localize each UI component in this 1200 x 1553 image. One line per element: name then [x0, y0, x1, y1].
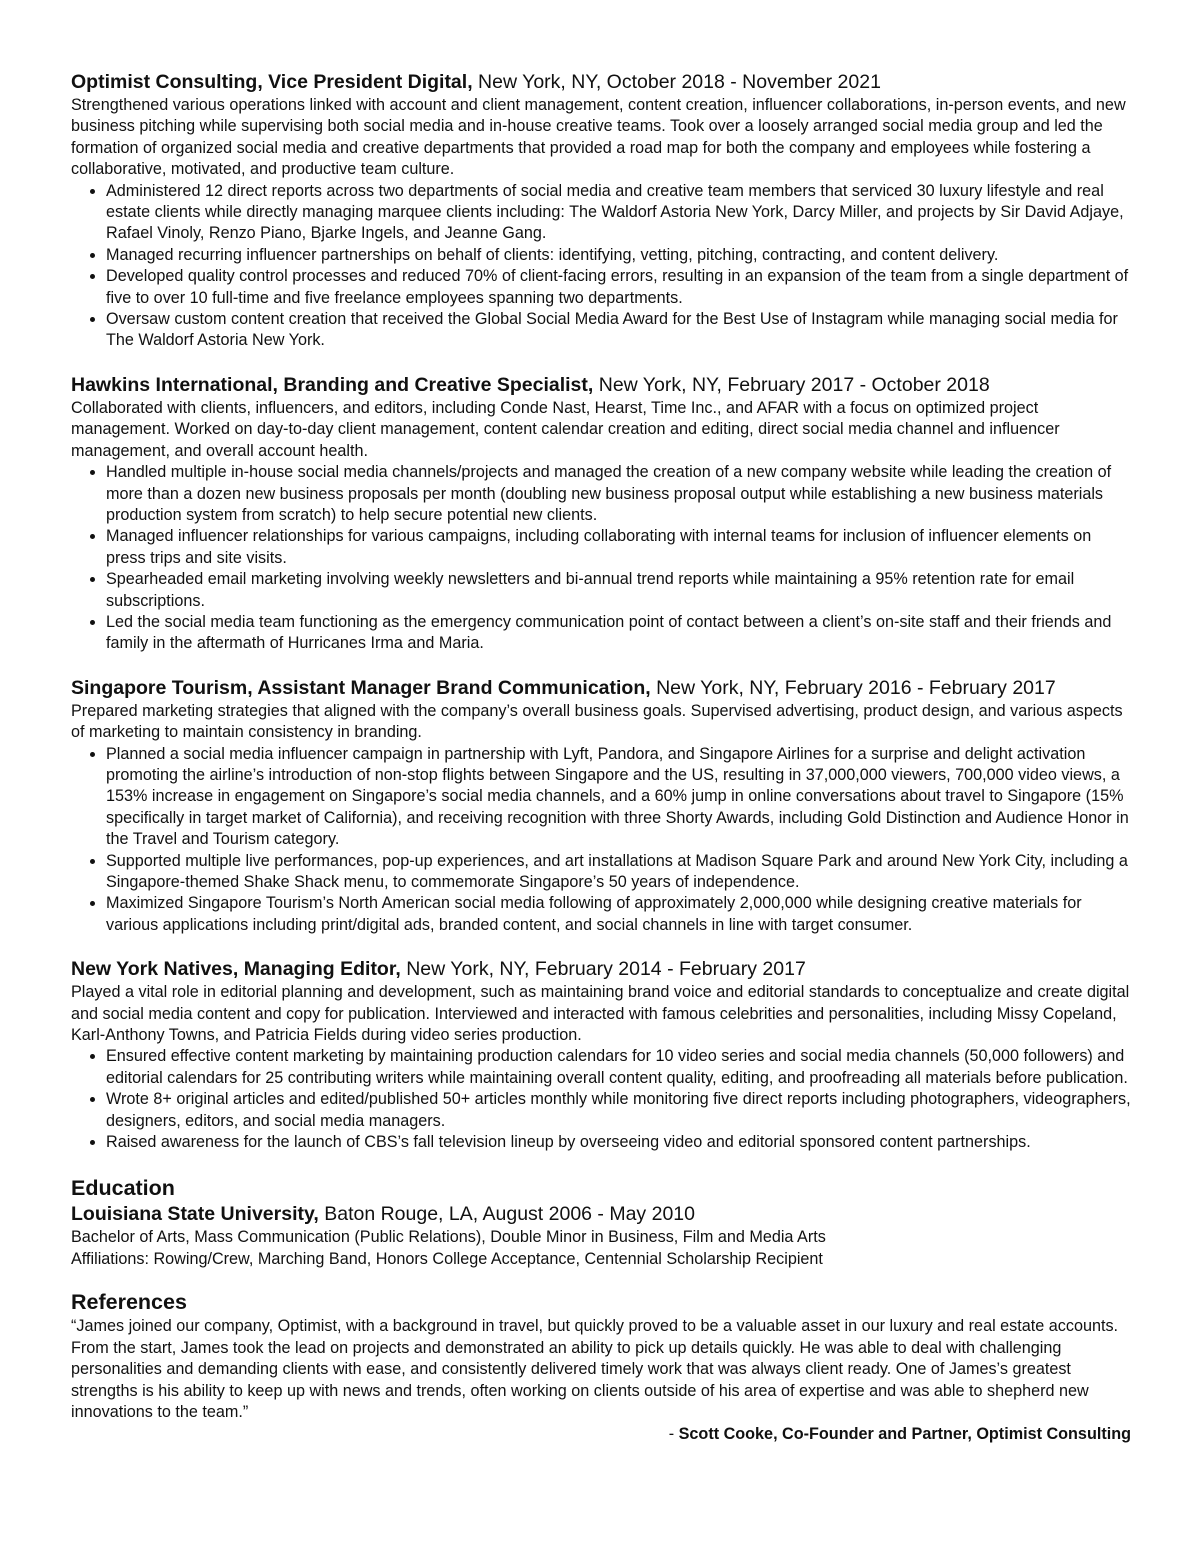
job-bullets: [71, 462, 1131, 655]
bullet-item: • Supported multiple live performances, pop-up experiences, and art installations at Madison Square Park and around New York City, including a Singapore-themed Shake Shack menu, to commemorate Singapore’s 50 years of independence.: [106, 851, 1131, 894]
bullet-item: • Managed influencer relationships for various campaigns, including collaborating with internal teams for inclusion of influencer elements on press trips and site visits.: [106, 526, 1131, 569]
job-summary: Collaborated with clients, influencers, and editors, including Conde Nast, Hearst, Time Inc., and AFAR with a focus on optimized project management. Worked on day-to-day client management, content calendar creation and editing, direct social media channel and influencer management, and overall account health.: [71, 398, 1060, 460]
bullet-item: • Led the social media team functioning as the emergency communication point of contact between a client’s on-site staff and their friends and family in the aftermath of Hurricanes Irma and Maria.: [106, 612, 1131, 655]
job-bullets: [71, 744, 1131, 937]
job-org-role: Optimist Consulting, Vice President Digital,: [71, 71, 473, 93]
job-hawkins-international: [71, 373, 1131, 655]
education-heading: Education: [71, 1176, 175, 1201]
bullet-item: • Oversaw custom content creation that received the Global Social Media Award for the Best Use of Instagram while managing social media for The Waldorf Astoria New York.: [106, 309, 1131, 352]
job-singapore-tourism: [71, 676, 1131, 936]
job-summary: Strengthened various operations linked with account and client management, content creation, influencer collaborations, in-person events, and new business pitching while supervising both social media and in-house creative teams. Took over a loosely arranged social media group and led the formation of organized social media and creative departments that provided a road map for both the company and employees while fostering a collaborative, motivated, and productive team culture.: [71, 96, 1126, 179]
bullet-item: • Maximized Singapore Tourism’s North American social media following of approximately 2,000,000 while designing creative materials for various applications including print/digital ads, branded content, and social channels in line with target consumer.: [106, 893, 1131, 936]
job-title: [71, 70, 1131, 95]
bullet-item: • Handled multiple in-house social media channels/projects and managed the creation of a new company website while leading the creation of more than a dozen new business proposals per month (doubling new business proposal output while establishing a new business materials production system from scratch) to help secure potential new clients.: [106, 462, 1131, 526]
job-title: [71, 676, 1131, 701]
bullet-item: • Spearheaded email marketing involving weekly newsletters and bi-annual trend reports while maintaining a 95% retention rate for email subscriptions.: [106, 569, 1131, 612]
education-section: [71, 1174, 1131, 1270]
job-org-role: Hawkins International, Branding and Creative Specialist,: [71, 373, 594, 396]
bullet-item: • Planned a social media influencer campaign in partnership with Lyft, Pandora, and Singapore Airlines for a surprise and delight activation promoting the airline’s introduction of non-stop flights between Singapore and the US, resulting in 37,000,000 viewers, 700,000 video views, a 153% increase in engagement on Singapore’s social media channels, and a 60% jump in online conversations about travel to Singapore (15% specifically in target market of California), and receiving recognition with three Shorty Awards, including Gold Distinction and Audience Honor in the Travel and Tourism category.: [106, 744, 1131, 851]
bullet-item: • Administered 12 direct reports across two departments of social media and creative team members that serviced 30 luxury lifestyle and real estate clients while directly managing marquee clients including: The Waldorf Astoria New York, Darcy Miller, and projects by Sir David Adjaye, Rafael Vinoly, Renzo Piano, Bjarke Ingels, and Jeanne Gang.: [106, 181, 1131, 245]
bullet-item: • Wrote 8+ original articles and edited/published 50+ articles monthly while monitoring five direct reports including photographers, videographers, designers, editors, and social media managers.: [106, 1089, 1131, 1132]
job-bullets: [71, 1046, 1131, 1153]
signature-dash: -: [668, 1425, 675, 1444]
job-org-role: Singapore Tourism, Assistant Manager Brand Communication,: [71, 676, 651, 699]
reference-signature: [71, 1424, 1131, 1445]
job-details: New York, NY, February 2016 - February 2017: [656, 676, 1056, 699]
references-heading: References: [71, 1290, 187, 1315]
bullet-item: • Developed quality control processes and reduced 70% of client-facing errors, resulting in an expansion of the team from a single department of five to over 10 full-time and five freelance employees spanning two departments.: [106, 266, 1131, 309]
bullet-item: • Ensured effective content marketing by maintaining production calendars for 10 video series and social media channels (50,000 followers) and editorial calendars for 25 contributing writers while maintaining overall content quality, editing, and proofreading all materials before publication.: [106, 1046, 1131, 1089]
education-affiliations: Affiliations: Rowing/Crew, Marching Band, Honors College Acceptance, Centennial Scholarship Recipient: [71, 1249, 823, 1268]
education-school: Louisiana State University,: [71, 1203, 319, 1226]
job-summary: Prepared marketing strategies that aligned with the company’s overall business goals. Supervised advertising, product design, and various aspects of marketing to maintain consistency in branding.: [71, 701, 1123, 742]
bullet-item: • Managed recurring influencer partnerships on behalf of clients: identifying, vetting, pitching, contracting, and content delivery.: [106, 245, 1131, 266]
references-section: [71, 1288, 1131, 1445]
job-title: [71, 373, 1131, 398]
job-org-role: New York Natives, Managing Editor,: [71, 958, 401, 981]
education-degree: Bachelor of Arts, Mass Communication (Public Relations), Double Minor in Business, Film and Media Arts: [71, 1228, 826, 1247]
job-details: New York, NY, October 2018 - November 2021: [478, 71, 881, 93]
job-optimist-consulting: [71, 70, 1131, 352]
job-bullets: [71, 181, 1131, 352]
resume-page: [71, 70, 1131, 1446]
reference-quote: “James joined our company, Optimist, with a background in travel, but quickly proved to be a valuable asset in our luxury and real estate accounts. From the start, James took the lead on projects and demonstrated an ability to pick up details quickly. He was able to deal with challenging personalities and demanding clients with ease, and consistently delivered timely work that was always client ready. One of James’s greatest strengths is his ability to keep up with news and trends, often working on clients outside of his area of expertise and was able to shepherd new innovations to the team.”: [71, 1317, 1119, 1421]
job-new-york-natives: [71, 957, 1131, 1153]
signature-attribution: Scott Cooke, Co-Founder and Partner, Optimist Consulting: [678, 1425, 1131, 1444]
education-title: [71, 1202, 1131, 1227]
job-details: New York, NY, February 2014 - February 2017: [406, 958, 806, 981]
job-title: [71, 957, 1131, 982]
job-details: New York, NY, February 2017 - October 2018: [598, 373, 990, 396]
education-details: Baton Rouge, LA, August 2006 - May 2010: [324, 1203, 695, 1226]
bullet-item: • Raised awareness for the launch of CBS’s fall television lineup by overseeing video and editorial sponsored content partnerships.: [106, 1132, 1131, 1153]
job-summary: Played a vital role in editorial planning and development, such as maintaining brand voice and editorial standards to conceptualize and create digital and social media content and copy for publication. Interviewed and interacted with famous celebrities and personalities, including Missy Copeland, Karl-Anthony Towns, and Patricia Fields during video series production.: [71, 983, 1130, 1045]
